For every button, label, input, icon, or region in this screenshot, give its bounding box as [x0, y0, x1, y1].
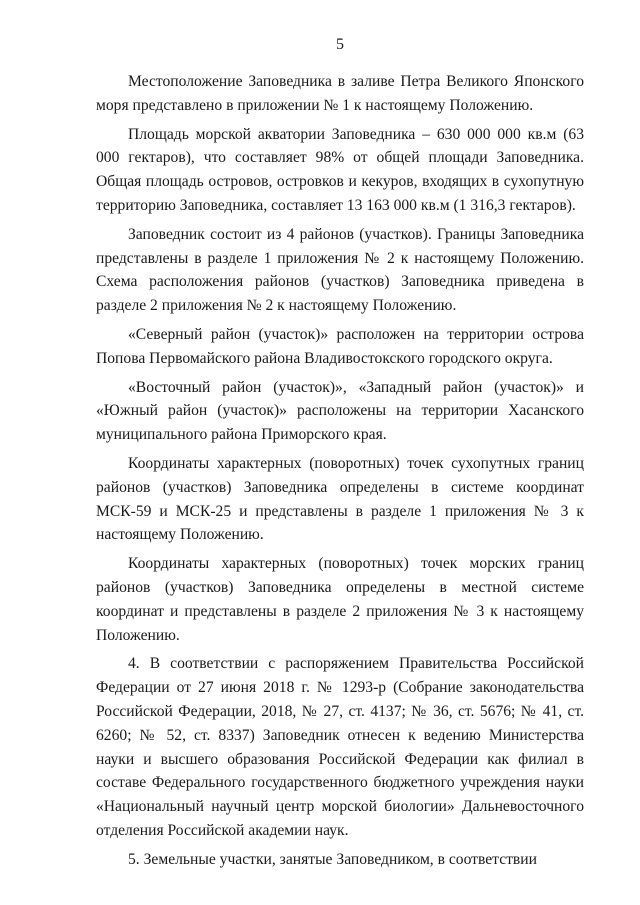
paragraph-land-coordinates: Координаты характерных (поворотных) точек сухопутных границ районов (участков) Заповедника определены в системе координат МСК-59 и МСК-25 и представлены в разделе 1 приложения № 3 к настоящему Положению. [96, 454, 584, 544]
paragraph-item-4: 4. В соответствии с распоряжением Правительства Российской Федерации от 27 июня 2018 г. № 1293-р (Собрание законодательства Российской Федерации, 2018, № 27, ст. 4137; № 36, ст. 5676; № 41, ст. 6260; № 52, ст. 8337) Заповедник отнесен к ведению Министерства науки и высшего образования Российской Федерации как филиал в составе Федерального государственного бюджетного учреждения науки «Национальный научный центр морской биологии» Дальневосточного отделения Российской академии наук. [96, 655, 584, 839]
paragraph-districts: Заповедник состоит из 4 районов (участков). Границы Заповедника представлены в разделе 1 приложения № 2 к настоящему Положению. Схема расположения районов (участков) Заповедника приведена в разделе 2 приложения № 2 к настоящему Положению. [96, 225, 584, 315]
paragraph-location: Местоположение Заповедника в заливе Петра Великого Японского моря представлено в приложении № 1 к настоящему Положению. [96, 73, 584, 114]
page-number: 5 [336, 36, 344, 53]
document-page [96, 30, 584, 872]
paragraph-northern-district: «Северный район (участок)» расположен на территории острова Попова Первомайского района Владивостокского городского округа. [96, 325, 584, 367]
paragraph-area: Площадь морской акватории Заповедника – 630 000 000 кв.м (63 000 гектаров), что составляет 98% от общей площади Заповедника. Общая площадь островов, островков и кекуров, входящих в сухопутную территорию Заповедника, составляет 13 163 000 кв.м (1 316,3 гектаров). [96, 125, 584, 214]
paragraph-other-districts: «Восточный район (участок)», «Западный район (участок)» и «Южный район (участок)» расположены на территории Хасанского муниципального района Приморского края. [96, 378, 584, 444]
paragraph-sea-coordinates: Координаты характерных (поворотных) точек морских границ районов (участков) Заповедника определены в местной системе координат и представлены в разделе 2 приложения № 3 к настоящему Положению. [96, 555, 584, 644]
paragraph-item-5: 5. Земельные участки, занятые Заповедником, в соответствии [128, 850, 537, 868]
